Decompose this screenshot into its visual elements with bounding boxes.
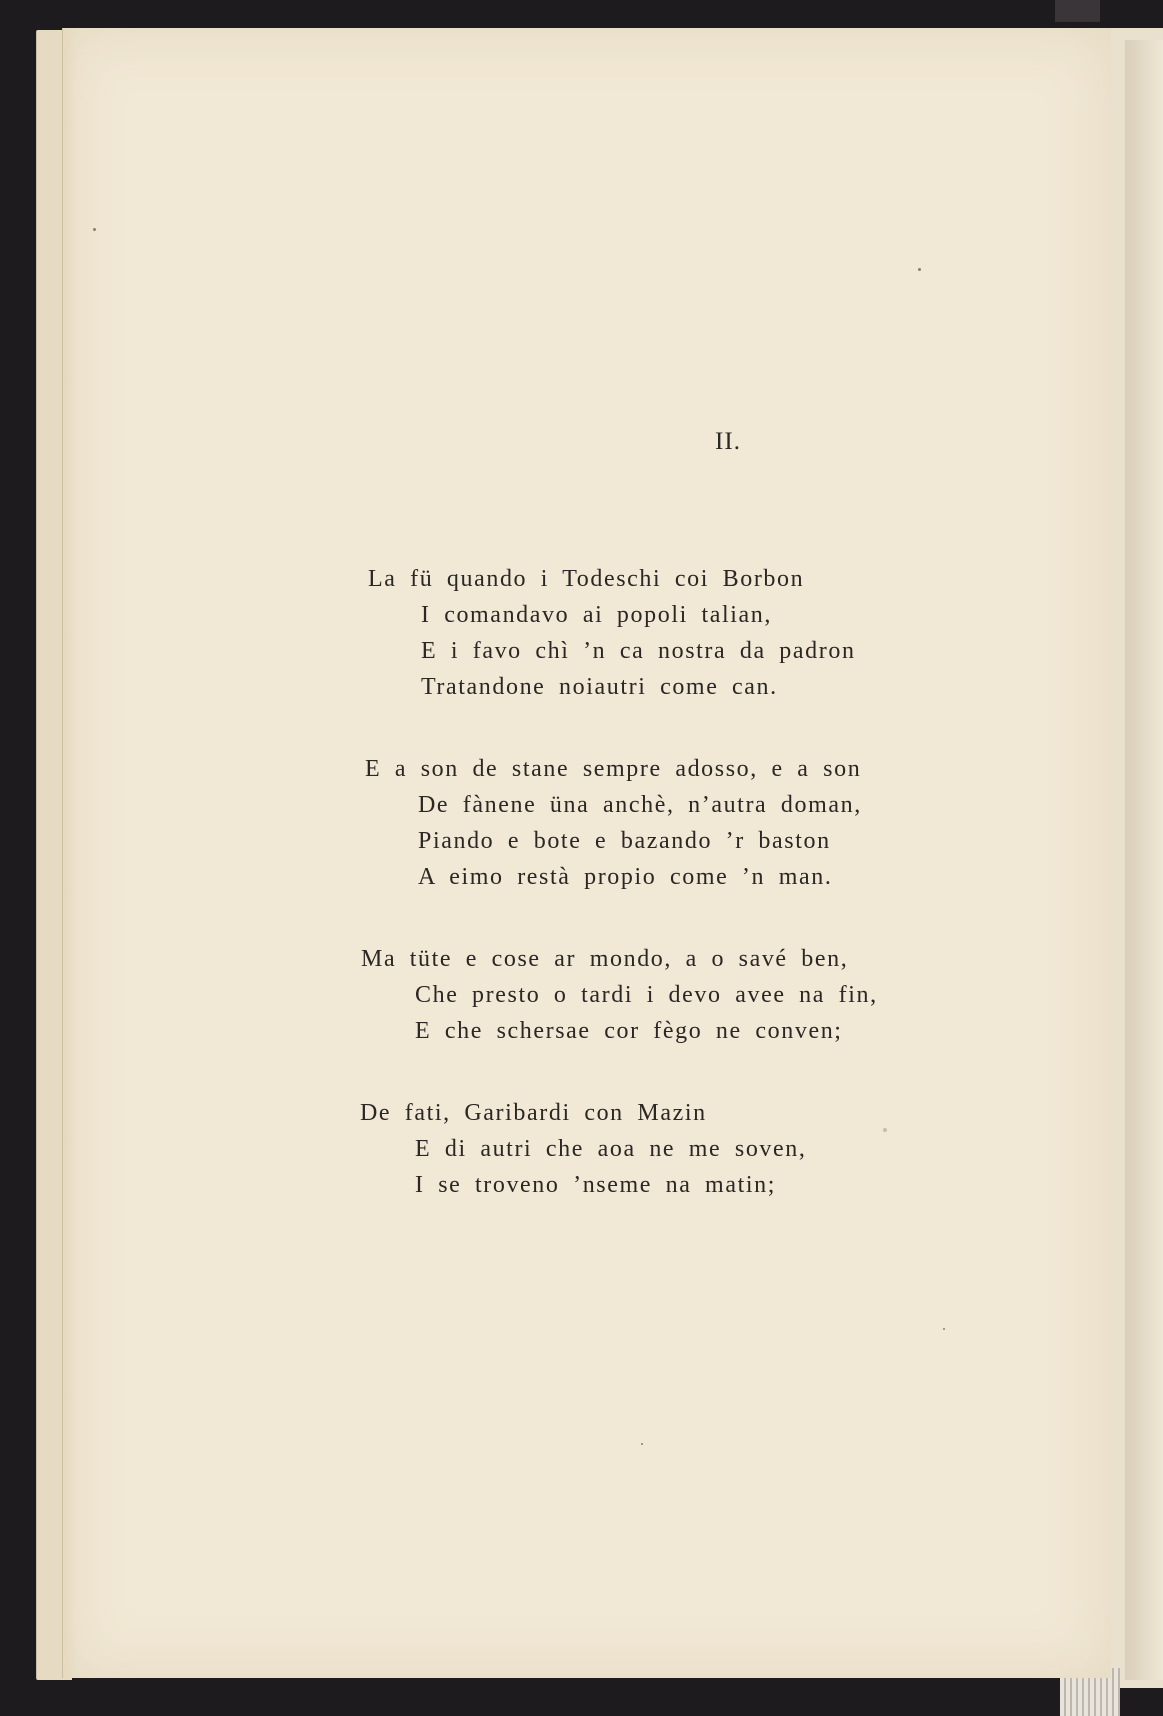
section-heading: II. (715, 428, 741, 455)
book-page (62, 28, 1111, 1678)
corner-strip (1055, 0, 1100, 22)
poem-line: La fü quando i Todeschi coi Borbon (368, 566, 805, 592)
poem-line: E i favo chì ’n ca nostra da padron (421, 638, 856, 664)
poem-line: Tratandone noiautri come can. (421, 674, 778, 700)
poem-line: Ma tüte e cose ar mondo, a o savé ben, (361, 946, 849, 972)
poem-body (63, 28, 1111, 1678)
poem-line: A eimo restà propio come ’n man. (418, 864, 833, 890)
poem-line: Piando e bote e bazando ’r baston (418, 828, 831, 854)
poem-line: E di autri che aoa ne me soven, (415, 1136, 807, 1162)
poem-line: Che presto o tardi i devo avee na fin, (415, 982, 878, 1008)
poem-line: I comandavo ai popoli talian, (421, 602, 772, 628)
poem-line: I se troveno ’nseme na matin; (415, 1172, 776, 1198)
poem-line: De fànene üna anchè, n’autra doman, (418, 792, 862, 818)
poem-line: E a son de stane sempre adosso, e a son (365, 756, 862, 782)
back-page-strip (1125, 40, 1163, 1680)
poem-line: De fati, Garibardi con Mazin (360, 1100, 707, 1126)
poem-line: E che schersae cor fègo ne conven; (415, 1018, 843, 1044)
